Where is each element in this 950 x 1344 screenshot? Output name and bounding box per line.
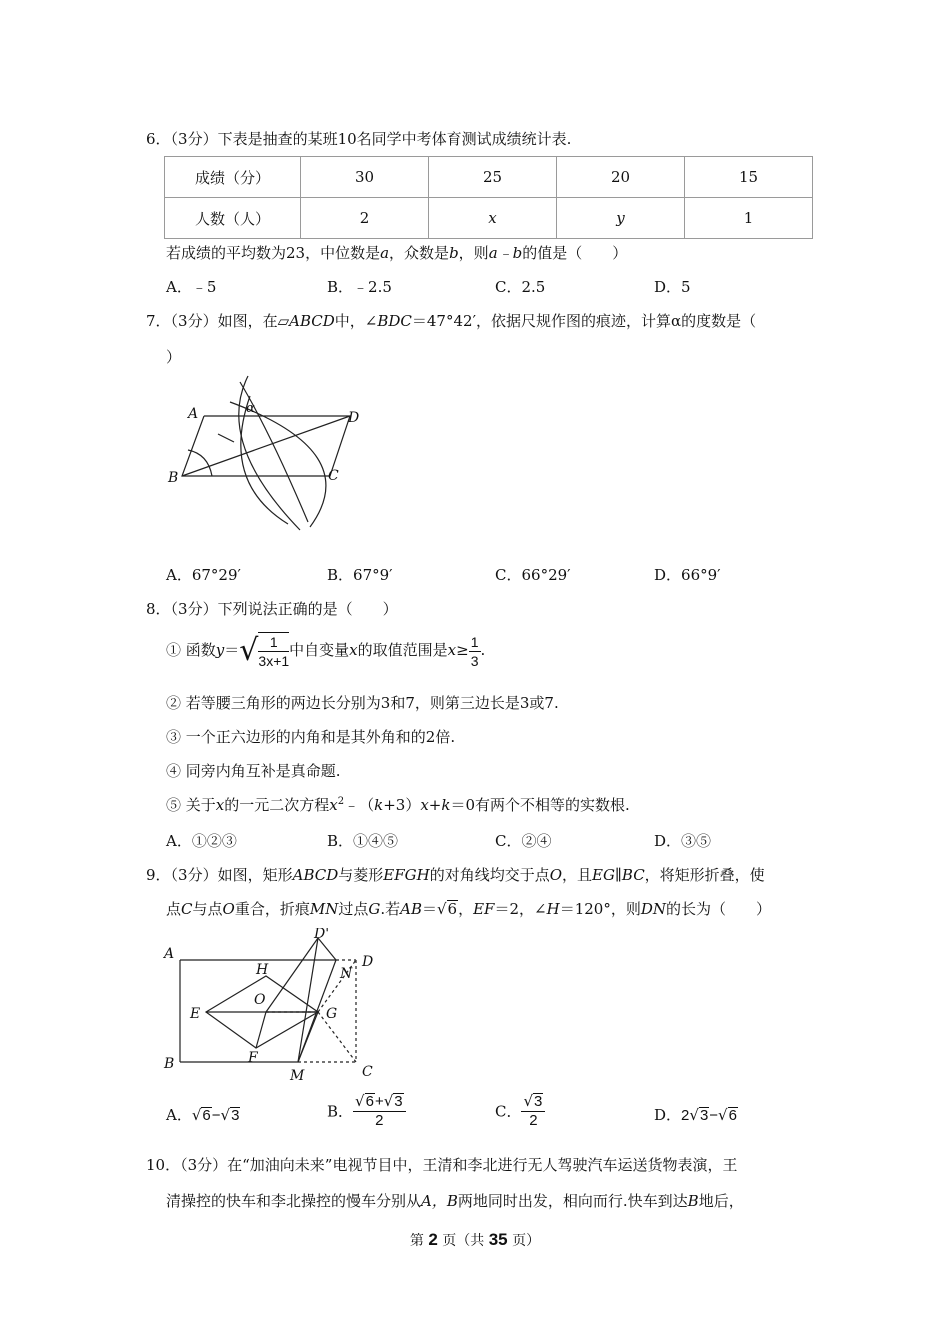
page-number: 2 — [428, 1230, 438, 1249]
q6-option-a[interactable]: A．﹣5 — [166, 278, 217, 296]
q8-option-d[interactable]: D．③⑤ — [654, 832, 712, 850]
var: y — [215, 641, 225, 659]
numerator: 1 — [470, 633, 479, 650]
text: 的值是（ ） — [522, 244, 628, 262]
sqrt-icon: √ — [239, 633, 259, 668]
option-label: A． — [166, 1106, 192, 1124]
text: ， — [458, 900, 474, 918]
text: ＝0有两个不相等的实数根. — [450, 796, 630, 814]
label-e: E — [190, 1006, 201, 1022]
var: G — [368, 900, 381, 918]
var: ABCD — [289, 312, 335, 330]
denominator: 2 — [529, 1112, 538, 1129]
var: DN — [640, 900, 666, 918]
var: BDC — [377, 312, 412, 330]
sqrt-icon: √ — [436, 900, 447, 918]
plus: + — [374, 1093, 384, 1110]
label-n: N — [340, 966, 353, 982]
table-cell: x — [429, 198, 557, 239]
var: O — [222, 900, 235, 918]
text: ≥ — [456, 641, 469, 659]
radicand: 3 — [394, 1093, 403, 1110]
sqrt-icon: √ — [523, 1092, 534, 1110]
numerator — [521, 1092, 545, 1112]
var: H — [546, 900, 560, 918]
radicand: 6 — [728, 1107, 737, 1124]
text: 重合，折痕 — [234, 900, 310, 918]
numerator: 1 — [258, 633, 289, 652]
q7-number: 7． — [146, 312, 171, 330]
var: C — [181, 900, 193, 918]
q9-rectangle-rhombus-figure — [158, 928, 388, 1086]
var: EF — [473, 900, 495, 918]
radicand: 3 — [699, 1107, 709, 1124]
text: 清操控的快车和李北操控的慢车分别从 — [166, 1192, 422, 1210]
q6-condition — [166, 242, 627, 263]
text: 地后， — [698, 1192, 744, 1210]
label-b: B — [164, 1056, 175, 1072]
table-cell: 2 — [301, 198, 429, 239]
sqrt-icon: √ — [355, 1092, 365, 1110]
q7-option-d[interactable]: D．66°9′ — [654, 566, 721, 584]
radicand: 3 — [231, 1107, 240, 1124]
text: +3） — [383, 796, 421, 814]
sqrt-icon: √ — [220, 1106, 231, 1124]
label-d: D — [348, 410, 360, 426]
text: 与菱形 — [338, 866, 384, 884]
sqrt-icon: √ — [689, 1106, 699, 1124]
text: ＝ — [421, 900, 437, 918]
q8-statement-3: ③ 一个正六边形的内角和是其外角和的2倍. — [166, 728, 456, 746]
text: . — [480, 641, 486, 659]
q7-points: （3分） — [170, 312, 218, 330]
q7-stem — [146, 310, 756, 331]
text: .若 — [380, 900, 401, 918]
label-g: G — [326, 1006, 338, 1022]
text: 两地同时出发，相向而行.快车到达 — [457, 1192, 688, 1210]
q6-option-c[interactable]: C．2.5 — [495, 278, 546, 296]
folded-edge — [266, 938, 318, 1012]
option-label: D． — [654, 1106, 682, 1124]
q9-points: （3分） — [170, 866, 218, 884]
text: 的对角线均交于点 — [429, 866, 550, 884]
text: 的一元二次方程 — [224, 796, 330, 814]
text: 页（共 — [442, 1233, 485, 1249]
table-row — [165, 198, 813, 239]
q7-option-c[interactable]: C．66°29′ — [495, 566, 571, 584]
denominator: 3 — [470, 652, 479, 669]
text: ，众数是 — [389, 244, 450, 262]
table-header-cell: 成绩（分） — [165, 157, 301, 198]
var: EFGH — [383, 866, 430, 884]
text: ＝2，∠ — [494, 900, 547, 918]
q7-stem-line2: ） — [166, 348, 182, 366]
table-cell: 15 — [685, 157, 813, 198]
fraction — [258, 632, 289, 670]
q8-number: 8． — [146, 600, 171, 618]
text: ，则 — [458, 244, 489, 262]
q7-option-b[interactable]: B．67°9′ — [327, 566, 393, 584]
q8-points: （3分） — [170, 600, 218, 618]
denominator: 3x+1 — [258, 653, 290, 669]
label-alpha: α — [246, 401, 255, 416]
arc-mark — [218, 434, 234, 442]
q10-stem-line2 — [166, 1190, 744, 1211]
label-b: B — [168, 470, 179, 486]
fraction — [353, 1092, 406, 1130]
radicand: 6 — [202, 1107, 211, 1124]
label-h: H — [256, 962, 269, 978]
var: O — [549, 866, 563, 884]
coefficient: 2 — [681, 1107, 690, 1124]
radicand: 6 — [365, 1093, 374, 1110]
minus: − — [211, 1107, 221, 1124]
table-header-cell: 人数（人） — [165, 198, 301, 239]
text: 点 — [166, 900, 182, 918]
var: x — [215, 796, 225, 814]
radicand: 6 — [447, 900, 458, 918]
text: 过点 — [338, 900, 369, 918]
q7-option-a[interactable]: A．67°29′ — [166, 566, 241, 584]
text: ＝120°，则 — [559, 900, 641, 918]
q8-statement-2: ② 若等腰三角形的两边长分别为3和7，则第三边长是3或7. — [166, 694, 559, 712]
q7-parallelogram-figure — [160, 372, 380, 537]
total-pages: 35 — [488, 1230, 508, 1249]
score-table — [164, 156, 813, 239]
sqrt-icon: √ — [718, 1106, 728, 1124]
text: 页） — [512, 1233, 541, 1249]
q6-option-b[interactable]: B．﹣2.5 — [327, 278, 392, 296]
var: x — [349, 641, 358, 659]
q8-statement-4: ④ 同旁内角互补是真命题. — [166, 762, 341, 780]
var: b — [449, 244, 459, 262]
radicand: 3 — [534, 1093, 543, 1110]
text: 与点 — [192, 900, 223, 918]
diagonal-bd — [182, 416, 350, 476]
q6-option-d[interactable]: D．5 — [654, 278, 691, 296]
var: k — [374, 796, 384, 814]
var: B — [687, 1192, 699, 1210]
q9-option-b[interactable] — [327, 1092, 406, 1130]
sqrt-icon: √ — [191, 1106, 202, 1124]
construction-arc — [230, 402, 326, 527]
q8-option-c[interactable]: C．②④ — [495, 832, 552, 850]
fraction — [469, 633, 481, 670]
exponent: 2 — [337, 796, 345, 807]
q6-number: 6． — [146, 130, 171, 148]
text: ① 函数 — [166, 641, 216, 659]
denominator: 2 — [375, 1112, 384, 1129]
q10-number: 10． — [146, 1156, 181, 1174]
table-cell: y — [557, 198, 685, 239]
table-cell: 30 — [301, 157, 429, 198]
text: 在“加油向未来”电视节目中，王清和李北进行无人驾驶汽车运送货物表演，王 — [227, 1156, 738, 1174]
table-cell: 1 — [685, 198, 813, 239]
text: ⑤ 关于 — [166, 796, 216, 814]
q9-option-a[interactable] — [166, 1104, 240, 1125]
table-cell: 25 — [429, 157, 557, 198]
text: 如图，矩形 — [217, 866, 293, 884]
q10-points: （3分） — [180, 1156, 228, 1174]
var: x — [447, 641, 457, 659]
text: 若成绩的平均数为23，中位数是 — [166, 244, 381, 262]
q10-stem-line1 — [146, 1154, 737, 1175]
text: ，将矩形折叠，使 — [644, 866, 765, 884]
text: 如图，在▱ — [217, 312, 290, 330]
numerator — [353, 1092, 406, 1112]
label-d: D — [362, 954, 374, 970]
label-o: O — [254, 992, 266, 1008]
var: x — [329, 796, 338, 814]
q8-option-a[interactable]: A．①②③ — [166, 832, 237, 850]
text: 的取值范围是 — [357, 641, 448, 659]
text: ﹣（ — [344, 796, 375, 814]
var: ABCD — [292, 866, 339, 884]
text: 中，∠ — [334, 312, 378, 330]
q9-option-d[interactable] — [654, 1104, 738, 1125]
option-label: C． — [495, 1102, 522, 1121]
var: A，B — [421, 1192, 458, 1210]
text: ＝ — [224, 641, 240, 659]
option-label: B． — [327, 1102, 354, 1121]
q9-stem-line1 — [146, 864, 765, 885]
page-footer — [0, 1230, 950, 1250]
label-a: A — [188, 406, 199, 422]
fraction — [521, 1092, 545, 1130]
var: AB — [400, 900, 422, 918]
label-m: M — [290, 1068, 305, 1084]
text: 第 — [409, 1233, 424, 1249]
q9-stem-line2 — [166, 898, 771, 919]
expr: a﹣b — [488, 244, 523, 262]
sqrt-icon: √ — [383, 1092, 394, 1110]
var: MN — [309, 900, 339, 918]
var: a — [380, 244, 390, 262]
text: ＝47°42′，依据尺规作图的痕迹，计算α的度数是（ — [411, 312, 757, 330]
minus: − — [709, 1107, 719, 1124]
label-c: C — [328, 468, 339, 484]
text: 中自变量 — [289, 641, 350, 659]
text: 的长为（ ） — [665, 900, 771, 918]
label-a: A — [164, 946, 175, 962]
label-f: F — [248, 1050, 258, 1066]
table-cell: 20 — [557, 157, 685, 198]
var: EG∥BC — [592, 866, 645, 884]
q6-text: 下表是抽查的某班10名同学中考体育测试成绩统计表. — [217, 130, 572, 148]
q8-option-b[interactable]: B．①④⑤ — [327, 832, 399, 850]
var: x+k — [420, 796, 451, 814]
q6-points: （3分） — [170, 130, 218, 148]
q8-stem — [146, 598, 398, 619]
q8-statement-1 — [166, 630, 485, 671]
label-d-prime: D' — [314, 928, 330, 942]
q8-statement-5 — [166, 794, 630, 815]
q9-number: 9． — [146, 866, 171, 884]
label-c: C — [362, 1064, 373, 1080]
table-row — [165, 157, 813, 198]
q8-text: 下列说法正确的是（ ） — [217, 600, 398, 618]
text: ，且 — [562, 866, 593, 884]
q6-stem — [146, 128, 571, 149]
q9-option-c[interactable] — [495, 1092, 545, 1130]
